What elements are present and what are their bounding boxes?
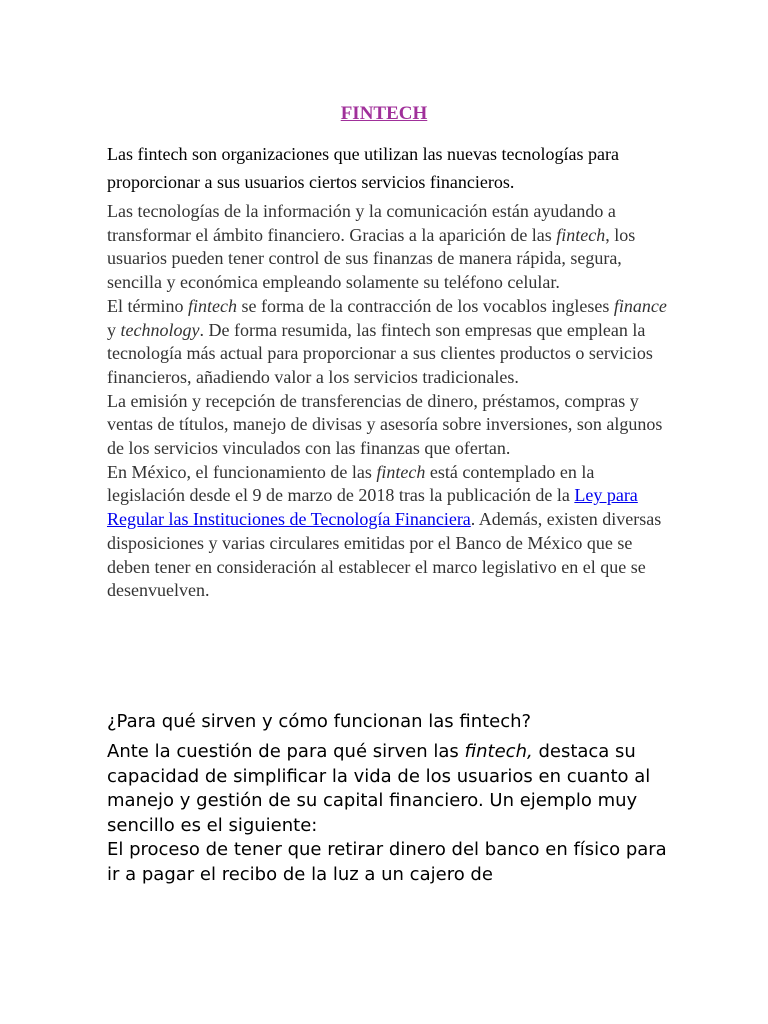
paragraph-text: se forma de la contracción de los vocablos ingleses [236, 295, 614, 316]
paragraph-ict [107, 200, 667, 295]
paragraph-text: . Además, existen diversas disposiciones y varias circulares emitidas por el Banco de México que se deben tener en consideración al establecer el marco legislativo en el que se desenvuelven. [107, 509, 662, 601]
italic-term: fintech [556, 224, 606, 245]
italic-term: fintech [187, 295, 237, 316]
italic-term: technology [120, 319, 200, 340]
intro-paragraph: Las fintech son organizaciones que utilizan las nuevas tecnologías para proporcionar a sus usuarios ciertos servicios financieros. [107, 144, 619, 192]
paragraph-text: Las tecnologías de la información y la comunicación están ayudando a transformar el ámbito financiero. Gracias a la aparición de las [107, 201, 616, 245]
paragraph-text: , los usuarios pueden tener control de sus finanzas de manera rápida, segura, sencilla y económica empleando solamente su teléfono celular. [107, 224, 636, 293]
paragraph-term [107, 295, 667, 390]
paragraph-mexico [107, 461, 667, 603]
italic-term: fintech [376, 461, 426, 482]
law-link[interactable]: Ley para Regular las Instituciones de Tecnología Financiera [107, 485, 638, 530]
paragraph-text: Ante la cuestión de para qué sirven las [107, 741, 465, 762]
paragraph-text: destaca su capacidad de simplificar la vida de los usuarios en cuanto al manejo y gestión de su capital financiero. Un ejemplo muy sencillo es el siguiente: [107, 741, 651, 836]
italic-term: fintech, [464, 741, 533, 762]
body-text [107, 200, 667, 603]
paragraph-text: El término [107, 295, 188, 316]
paragraph-services: La emisión y recepción de transferencias de dinero, préstamos, compras y ventas de títulos, manejo de divisas y asesoría sobre inversiones, son algunos de los servicios vinculados con las finanzas que ofertan. [107, 390, 663, 459]
paragraph-text: y [107, 319, 121, 340]
paragraph-example: El proceso de tener que retirar dinero del banco en físico para ir a pagar el recibo de la luz a un cajero de [107, 839, 667, 885]
paragraph-text: En México, el funcionamiento de las [107, 461, 377, 482]
section-body [107, 740, 667, 887]
paragraph-text: está contemplado en la legislación desde el 9 de marzo de 2018 tras la publicación de la [107, 461, 595, 506]
italic-term: finance [613, 295, 667, 316]
paragraph-text: . De forma resumida, las fintech son empresas que emplean la tecnología más actual para proporcionar a sus clientes productos o servicios financieros, añadiendo valor a los servicios tradicionales. [107, 319, 653, 387]
document-title: FINTECH [340, 103, 428, 124]
section-heading: ¿Para qué sirven y cómo funcionan las fintech? [107, 711, 532, 732]
paragraph-purpose [107, 740, 667, 838]
